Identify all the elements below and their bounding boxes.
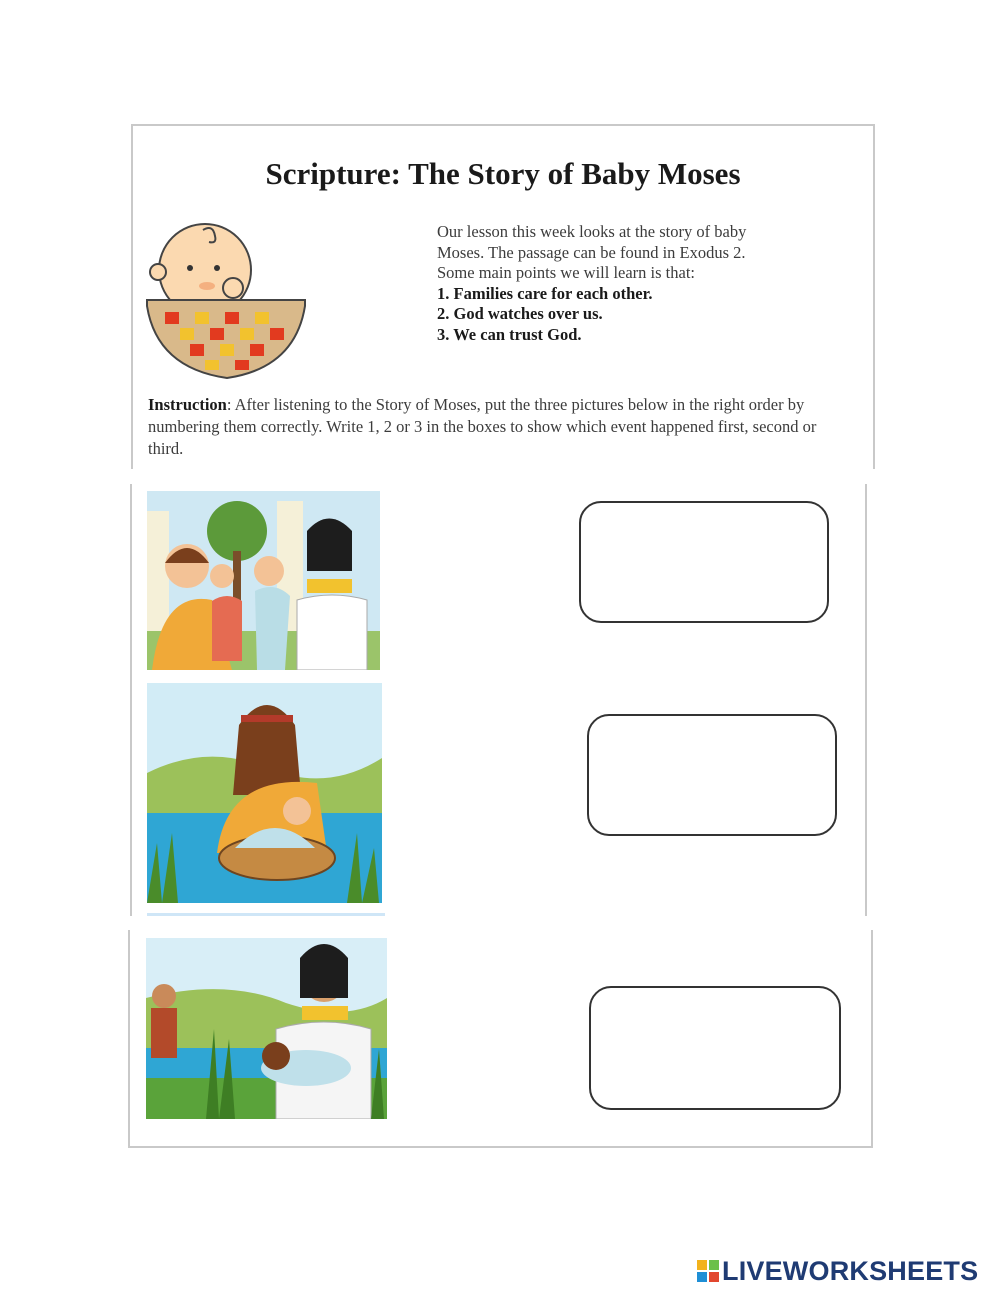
answer-box-3[interactable] [589,986,841,1110]
intro-line: Moses. The passage can be found in Exodus 2. [437,242,746,262]
image-divider [147,913,385,916]
logo-mark-square [697,1272,707,1282]
instruction-text [148,394,848,460]
page-title: Scripture: The Story of Baby Moses [265,156,741,191]
lesson-intro [437,222,817,345]
instruction-label: Instruction [148,395,227,414]
intro-line: Our lesson this week looks at the story of baby [437,222,747,241]
logo-mark-square [697,1260,707,1270]
main-point: 3. We can trust God. [437,324,582,344]
logo-mark-square [709,1272,719,1282]
logo-mark-square [709,1260,719,1270]
baby-in-basket-illustration [145,208,310,380]
scene-mother-basket-river-illustration [147,683,382,903]
scene-family-with-baby-illustration [147,491,380,670]
main-point: 2. God watches over us. [437,304,603,323]
scene-princess-holding-baby-illustration [146,938,387,1119]
intro-line: Some main points we will learn is that: [437,263,696,282]
logo-text: LIVEWORKSHEETS [722,1255,979,1286]
answer-box-2[interactable] [587,714,837,836]
logo-mark-icon [697,1260,719,1282]
main-point: 1. Families care for each other. [437,283,653,303]
instruction-body: : After listening to the Story of Moses, put the three pictures below in the right order by numbering them correctly. Write 1, 2 or 3 in the boxes to show which event happened first, second or third. [148,395,817,458]
liveworksheets-logo [697,1256,978,1286]
answer-box-1[interactable] [579,501,829,623]
